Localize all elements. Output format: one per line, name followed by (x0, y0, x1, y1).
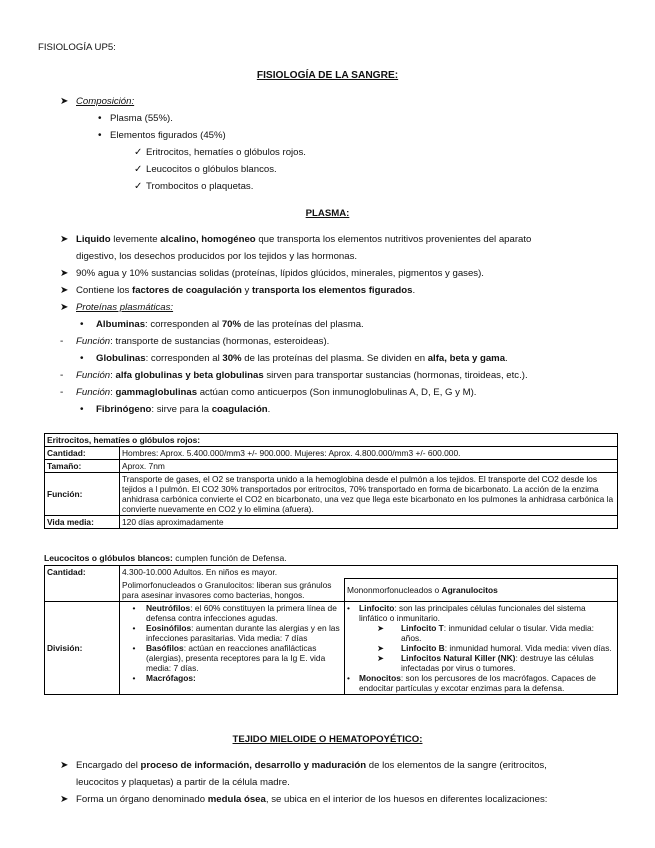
polimorfonucleados-header: Polimorfonucleados o Granulocitos: liberan sus gránulos para asesinar invasores como bacterias, hongos. (120, 579, 345, 602)
list-item: • Linfocito: son las principales células funcionales del sistema linfático o inmunitario. (347, 602, 586, 623)
funcion-2: - Función: alfa globulinas y beta globulinas sirven para transportar sustancias (hormonas, tiroideas, etc.). (60, 370, 528, 381)
dot-bullet-icon: • (132, 642, 136, 653)
table-row: División: • Neutrófilos: el 60% constituyen la primera línea de defensa contra infecciones agudas. • Eosinófilos: aumentan durante las alergias y en las infecciones parasitarias. Vida media: 7 días • Basófilos: actúan en reacciones anafilácticas (alergias), presenta receptores para la Ig E. vida media: 7 días. • Macrófagos: • Linfocito: son las principales células funcionales del sistema linfático o inmunitario. ➤ Linfocito T: inmunidad celular o tisular. Vida media: años. ➤ Linfocito B: inmunidad humoral. Vida media: viven días. ➤ Linfocitos Natural Killer (NK): destruye las células infectadas por virus o tumores. • Monocitos: son los percusores de los macrófagos. Capaces de endocitar partículas y excotar enzimas para la defensa. (45, 601, 618, 694)
granulocitos-list (120, 601, 345, 694)
list-item: ✓ Leucocitos o glóbulos blancos. (134, 164, 277, 175)
dot-bullet-icon: • (80, 319, 84, 330)
eritrocitos-title: Eritrocitos, hematíes o glóbulos rojos: (45, 434, 618, 447)
funcion-3: - Función: gammaglobulinas actúan como anticuerpos (Son inmunoglobulinas A, D, E, G y M). (60, 387, 477, 398)
check-icon: ✓ (134, 181, 143, 192)
plasma-heading: PLASMA: (305, 208, 350, 219)
arrow-bullet-icon: ➤ (60, 96, 69, 107)
dash-bullet-icon: - (60, 387, 64, 398)
dot-bullet-icon: • (132, 672, 136, 683)
list-item: ✓ Eritrocitos, hematíes o glóbulos rojos. (134, 147, 306, 158)
dot-bullet-icon: • (98, 130, 102, 141)
list-item: • Elementos figurados (45%) (98, 130, 226, 141)
leucocitos-table (44, 565, 618, 695)
list-item: ➤ Linfocito T: inmunidad celular o tisular. Vida media: años. (377, 622, 595, 643)
list-item: • Eosinófilos: aumentan durante las alergias y en las infecciones parasitarias. Vida media: 7 días (122, 623, 342, 643)
page-title: FISIOLOGÍA DE LA SANGRE: (256, 70, 399, 81)
plasma-paragraph-2: ➤ 90% agua y 10% sustancias solidas (proteínas, lípidos glúcidos, minerales, pigmentos y gases). (60, 268, 484, 279)
composicion-section (60, 96, 134, 108)
plasma-paragraph-3: ➤ Contiene los factores de coagulación y transporta los elementos figurados. (60, 285, 416, 296)
table-row: Función: Transporte de gases, el O2 se transporta unido a la hemoglobina desde el pulmón a los tejidos. El transporte del CO2 desde los tejidos a l pulmón. El CO2 30% transportados por eritrocitos, 70% transportado en forma de bicarbonato. La acción de la enzima anhidrasa carbónica convierte el CO2 en bicarbonato, una vez que llega este bicarbonato en los pulmones la anhidrasa carbónica la convierte nuevamente en CO2 y lo elimina (afuera). (45, 473, 618, 516)
leucocitos-title: Leucocitos o glóbulos blancos: cumplen función de Defensa. (44, 553, 287, 563)
check-icon: ✓ (134, 147, 143, 158)
arrow-bullet-icon: ➤ (377, 622, 385, 633)
dash-bullet-icon: - (60, 336, 64, 347)
table-row (45, 579, 618, 602)
plasma-paragraph-1-cont: digestivo, los desechos producidos por los tejidos y las hormonas. (76, 251, 358, 262)
globulinas-item: • Globulinas: corresponden al 30% de las proteínas del plasma. Se dividen en alfa, beta y gama. (80, 353, 508, 364)
arrow-bullet-icon: ➤ (60, 268, 69, 279)
agranulocitos-list (345, 601, 618, 694)
list-item: • Basófilos: actúan en reacciones anafilácticas (alergias), presenta receptores para la Ig E. vida media: 7 días. (122, 643, 342, 673)
arrow-bullet-icon: ➤ (377, 652, 385, 663)
check-icon: ✓ (134, 164, 143, 175)
table-row: Tamaño: Aprox. 7nm (45, 460, 618, 473)
list-item: ✓ Trombocitos o plaquetas. (134, 181, 254, 192)
table-row: Cantidad: Hombres: Aprox. 5.400.000/mm3 +/- 900.000. Mujeres: Aprox. 4.800.000/mm3 +/- 600.000. (45, 447, 618, 460)
list-item: • Plasma (55%). (98, 113, 173, 124)
eritrocitos-table (44, 433, 618, 529)
tejido-paragraph-2: ➤ Forma un órgano denominado medula ósea, se ubica en el interior de los huesos en diferentes localizaciones: (60, 794, 548, 805)
tejido-paragraph-1-cont: leucocitos y plaquetas) a partir de la célula madre. (76, 777, 290, 788)
dot-bullet-icon: • (80, 353, 84, 364)
list-item: • Monocitos: son los percusores de los macrófagos. Capaces de endocitar partículas y excotar enzimas para la defensa. (347, 672, 596, 693)
proteinas-heading: ➤ Proteínas plasmáticas: (60, 302, 174, 313)
plasma-paragraph-1: ➤ Liquido levemente alcalino, homogéneo que transporta los elementos nutritivos provenientes del aparato (60, 234, 532, 245)
dot-bullet-icon: • (132, 602, 136, 613)
dot-bullet-icon: • (98, 113, 102, 124)
list-item: • Neutrófilos: el 60% constituyen la primera línea de defensa contra infecciones agudas. (122, 603, 342, 623)
arrow-bullet-icon: ➤ (60, 234, 69, 245)
dot-bullet-icon: • (347, 602, 350, 613)
dash-bullet-icon: - (60, 370, 64, 381)
composicion-label: Composición: (76, 96, 135, 107)
dot-bullet-icon: • (80, 404, 84, 415)
dot-bullet-icon: • (347, 672, 350, 683)
list-item: ➤ Linfocito B: inmunidad humoral. Vida media: viven días. (377, 642, 612, 653)
arrow-bullet-icon: ➤ (60, 302, 69, 313)
arrow-bullet-icon: ➤ (60, 794, 69, 805)
dot-bullet-icon: • (132, 622, 136, 633)
eritrocitos-table-block (44, 433, 618, 529)
table-row: Cantidad: 4.300-10.000 Adultos. En niños es mayor. (45, 566, 618, 579)
arrow-bullet-icon: ➤ (60, 760, 69, 771)
table-row: Vida media: 120 días aproximadamente (45, 516, 618, 529)
list-item: • Macrófagos: (122, 673, 342, 683)
fibrinogeno-item: • Fibrinógeno: sirve para la coagulación. (80, 404, 271, 415)
tejido-paragraph-1: ➤ Encargado del proceso de información, desarrollo y maduración de los elementos de la sangre (eritrocitos, (60, 760, 547, 771)
list-item: ➤ Linfocitos Natural Killer (NK): destruye las células infectadas por virus o tumores. (377, 652, 594, 673)
funcion-1: - Función: transporte de sustancias (hormonas, esteroideas). (60, 336, 330, 347)
mononucleados-header: Mononmorfonucleados o Agranulocitos (345, 579, 618, 602)
arrow-bullet-icon: ➤ (60, 285, 69, 296)
albuminas-item: • Albuminas: corresponden al 70% de las proteínas del plasma. (80, 319, 364, 330)
leucocitos-table-block (44, 565, 618, 695)
tejido-heading: TEJIDO MIELOIDE O HEMATOPOYÉTICO: (232, 734, 423, 745)
arrow-bullet-icon: ➤ (377, 642, 385, 653)
document-header: FISIOLOGÍA UP5: (38, 42, 116, 53)
